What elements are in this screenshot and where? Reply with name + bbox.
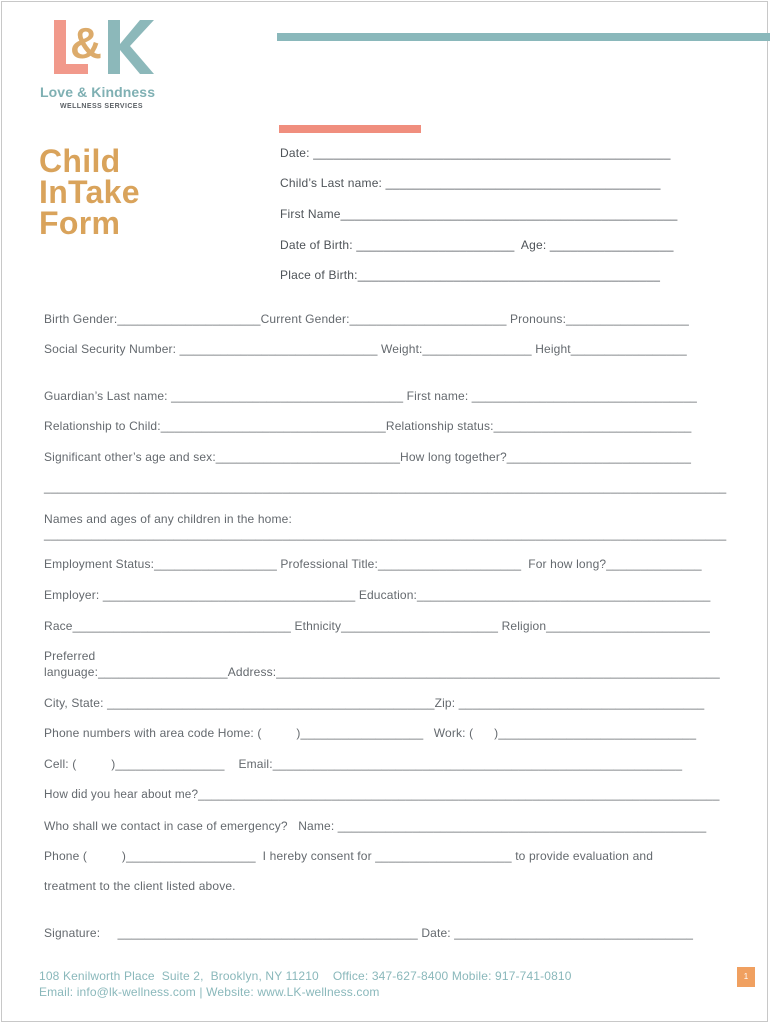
language-address-line[interactable]: language:___________________Address:_________________________________________________________________ [44,665,720,679]
ssn-weight-height-line[interactable]: Social Security Number: _____________________________ Weight:________________ Height_________________ [44,342,687,356]
header-teal-bar [277,33,770,41]
first-name-field[interactable]: First Name_________________________________________________ [280,207,678,221]
consent-line[interactable]: Phone ( )___________________ I hereby consent for ____________________ to provide evaluation and [44,849,654,863]
form-title-line2: InTake [39,174,140,210]
logo-name: Love & Kindness [40,84,156,100]
form-title [39,143,140,241]
children-label: Names and ages of any children in the home: [44,512,292,526]
place-of-birth-field[interactable]: Place of Birth:____________________________________________ [280,268,661,282]
signature-line[interactable]: Signature: ____________________________________________ Date: ___________________________________ [44,926,694,940]
significant-other-line[interactable]: Significant other’s age and sex:___________________________How long together?___________________________ [44,450,692,464]
preferred-label: Preferred [44,649,96,663]
referral-line[interactable]: How did you hear about me?______________________________________________________________________________ [44,788,720,801]
race-ethnicity-religion-line[interactable]: Race________________________________ Ethnicity_______________________ Religion________________________ [44,619,710,633]
consent-continuation: treatment to the client listed above. [44,879,236,893]
emergency-contact-line[interactable]: Who shall we contact in case of emergency? Name: ______________________________________________________ [44,819,707,833]
form-title-line3: Form [39,205,121,241]
children-line[interactable]: ____________________________________________________________________________________________________ [44,527,727,541]
svg-text:&: & [70,19,102,68]
header-salmon-bar [279,125,421,133]
blank-line-1[interactable]: ____________________________________________________________________________________________________ [44,480,727,494]
city-zip-line[interactable]: City, State: ________________________________________________Zip: ____________________________________ [44,696,705,710]
logo-subtitle: WELLNESS SERVICES [60,103,143,110]
relationship-line[interactable]: Relationship to Child:_________________________________Relationship status:_____________________________ [44,419,692,433]
footer-address: 108 Kenilworth Place Suite 2, Brooklyn, NY 11210 Office: 347-627-8400 Mobile: 917-741-0810 [39,969,572,983]
phone-home-work-line[interactable]: Phone numbers with area code Home: ( )__________________ Work: ( )_____________________________ [44,726,697,740]
dob-age-field[interactable]: Date of Birth: _______________________ Age: __________________ [280,238,674,252]
gender-line[interactable]: Birth Gender:_____________________Current Gender:_______________________ Pronouns:__________________ [44,312,689,326]
footer-contact: Email: info@lk-wellness.com | Website: www.LK-wellness.com [39,985,380,999]
cell-email-line[interactable]: Cell: ( )________________ Email:____________________________________________________________ [44,757,683,771]
page-number-badge: 1 [737,967,755,987]
child-last-name-field[interactable]: Child’s Last name: ________________________________________ [280,176,661,190]
employer-education-line[interactable]: Employer: _____________________________________ Education:___________________________________________ [44,588,711,602]
guardian-name-line[interactable]: Guardian’s Last name: __________________________________ First name: _________________________________ [44,389,697,403]
employment-line[interactable]: Employment Status:__________________ Professional Title:_____________________ For how long?______________ [44,557,702,571]
date-field[interactable]: Date: ____________________________________________________ [280,146,671,160]
form-title-line1: Child [39,143,121,179]
